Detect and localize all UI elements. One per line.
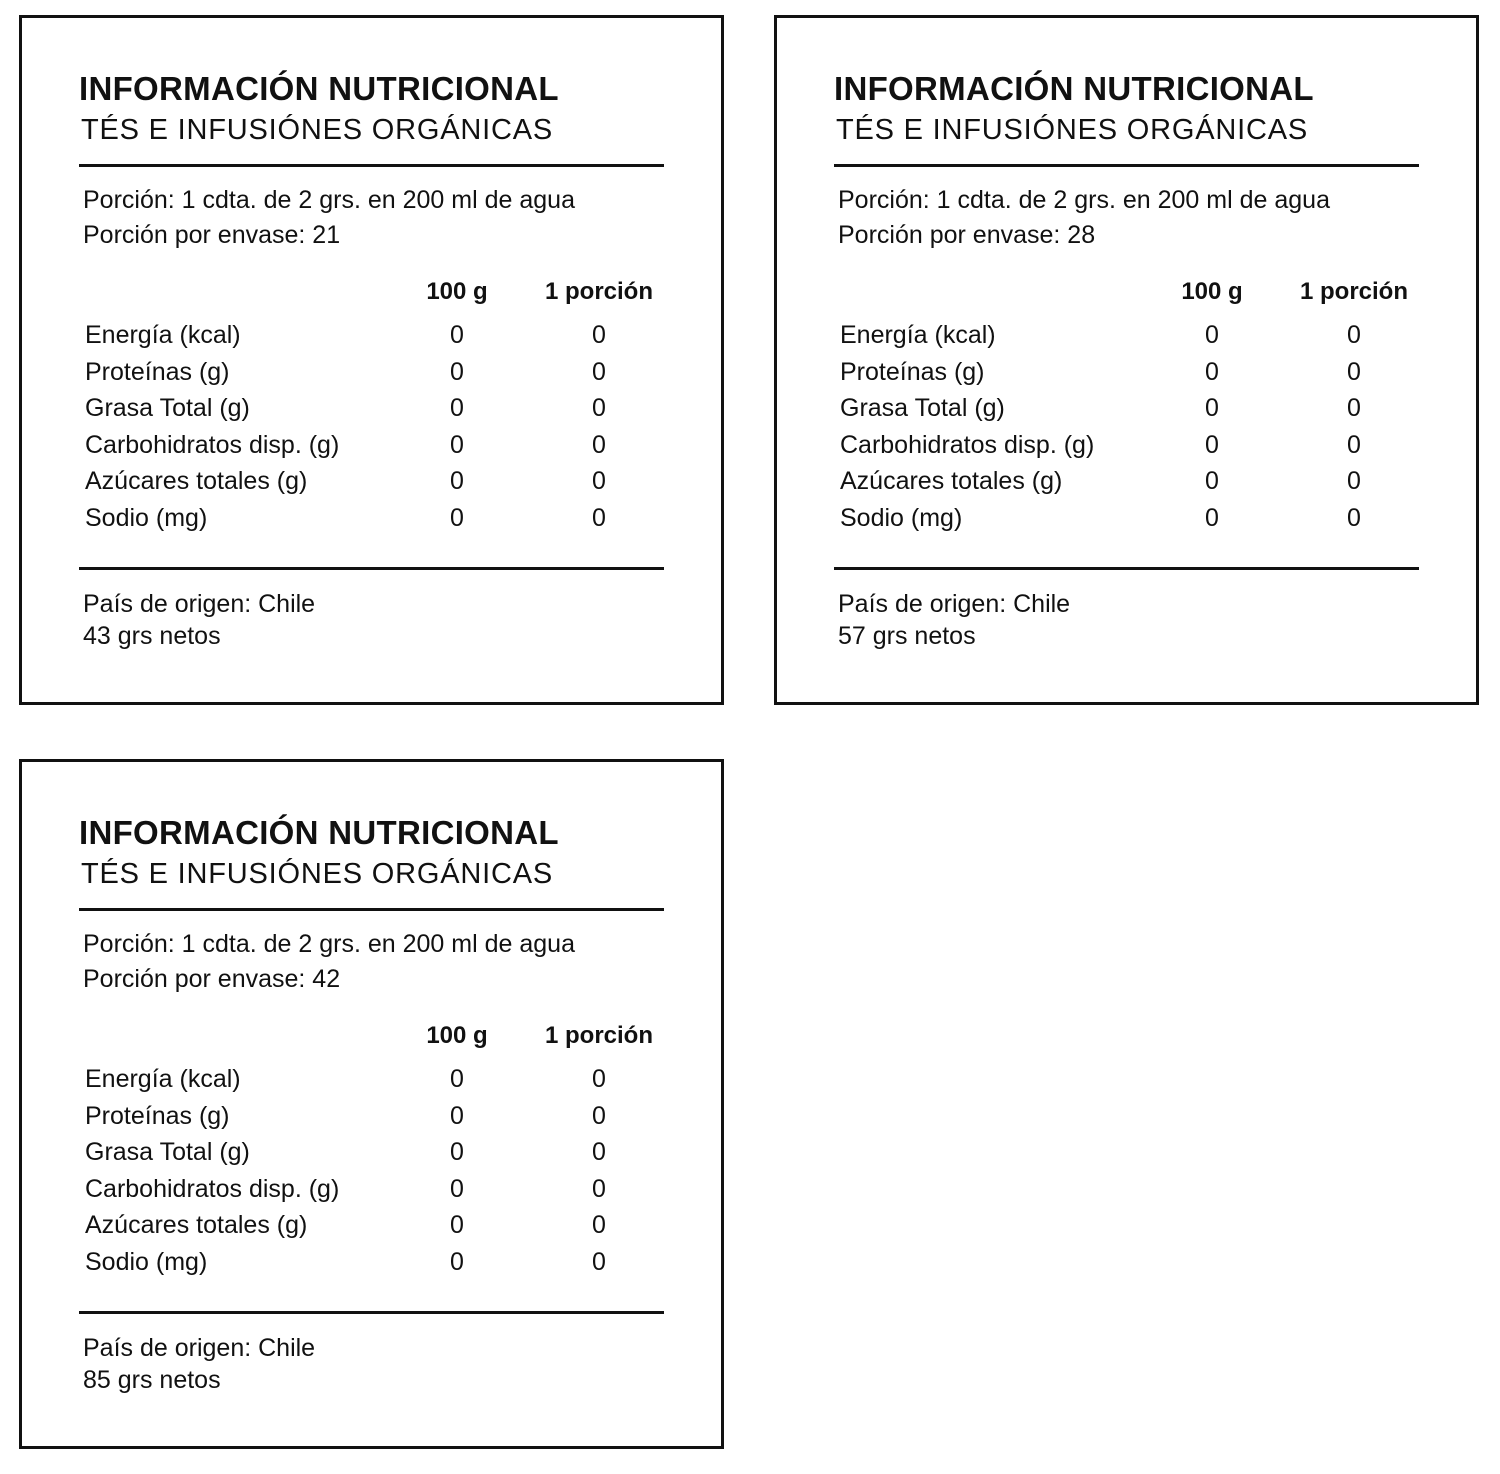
net-weight: 85 grs netos (83, 1366, 221, 1394)
table-row (22, 1248, 722, 1284)
value-per-portion: 0 (592, 504, 606, 532)
serving-size: Porción: 1 cdta. de 2 grs. en 200 ml de agua (838, 186, 1330, 214)
table-row (22, 431, 722, 467)
value-per-portion: 0 (592, 1102, 606, 1130)
value-per-100g: 0 (450, 358, 464, 386)
servings-per-container: Porción por envase: 21 (83, 221, 341, 249)
nutrient-label: Carbohidratos disp. (g) (840, 431, 1095, 459)
nutrient-label: Energía (kcal) (85, 1065, 241, 1093)
divider-top (79, 908, 664, 911)
nutrient-label: Proteínas (g) (840, 358, 985, 386)
serving-size: Porción: 1 cdta. de 2 grs. en 200 ml de agua (83, 186, 575, 214)
table-row (22, 394, 722, 430)
servings-per-container: Porción por envase: 28 (838, 221, 1096, 249)
servings-per-container: Porción por envase: 42 (83, 965, 341, 993)
nutrition-label-panel (774, 15, 1479, 705)
label-subtitle: TÉS E INFUSIÓNES ORGÁNICAS (81, 858, 553, 890)
nutrient-label: Sodio (mg) (85, 1248, 208, 1276)
value-per-portion: 0 (1347, 358, 1361, 386)
divider-bottom (79, 567, 664, 570)
value-per-portion: 0 (592, 1138, 606, 1166)
value-per-100g: 0 (450, 1211, 464, 1239)
divider-top (834, 164, 1419, 167)
value-per-100g: 0 (1205, 467, 1219, 495)
nutrient-label: Azúcares totales (g) (85, 1211, 308, 1239)
table-row (777, 467, 1477, 503)
value-per-100g: 0 (450, 321, 464, 349)
serving-size: Porción: 1 cdta. de 2 grs. en 200 ml de agua (83, 930, 575, 958)
value-per-100g: 0 (450, 467, 464, 495)
value-per-portion: 0 (1347, 394, 1361, 422)
label-title: INFORMACIÓN NUTRICIONAL (834, 70, 1314, 107)
table-row (22, 1138, 722, 1174)
table-row (777, 321, 1477, 357)
nutrient-label: Proteínas (g) (85, 1102, 230, 1130)
nutrient-label: Grasa Total (g) (840, 394, 1005, 422)
value-per-100g: 0 (1205, 358, 1219, 386)
divider-bottom (79, 1311, 664, 1314)
divider-top (79, 164, 664, 167)
value-per-100g: 0 (450, 1102, 464, 1130)
column-header-100g: 100 g (1181, 278, 1243, 305)
value-per-portion: 0 (1347, 431, 1361, 459)
nutrient-label: Grasa Total (g) (85, 1138, 250, 1166)
value-per-100g: 0 (450, 1248, 464, 1276)
value-per-100g: 0 (450, 1138, 464, 1166)
value-per-portion: 0 (592, 1175, 606, 1203)
country-of-origin: País de origen: Chile (83, 590, 316, 618)
value-per-100g: 0 (450, 504, 464, 532)
value-per-portion: 0 (1347, 321, 1361, 349)
value-per-portion: 0 (592, 1065, 606, 1093)
value-per-100g: 0 (450, 394, 464, 422)
nutrient-label: Carbohidratos disp. (g) (85, 1175, 340, 1203)
label-title: INFORMACIÓN NUTRICIONAL (79, 814, 559, 851)
table-row (22, 504, 722, 540)
value-per-100g: 0 (1205, 431, 1219, 459)
value-per-portion: 0 (592, 358, 606, 386)
nutrient-label: Sodio (mg) (85, 504, 208, 532)
value-per-portion: 0 (592, 467, 606, 495)
net-weight: 57 grs netos (838, 622, 976, 650)
label-title: INFORMACIÓN NUTRICIONAL (79, 70, 559, 107)
value-per-100g: 0 (450, 431, 464, 459)
nutrient-label: Energía (kcal) (85, 321, 241, 349)
value-per-portion: 0 (592, 431, 606, 459)
country-of-origin: País de origen: Chile (83, 1334, 316, 1362)
label-subtitle: TÉS E INFUSIÓNES ORGÁNICAS (836, 114, 1308, 146)
column-header-portion: 1 porción (544, 278, 653, 305)
value-per-100g: 0 (1205, 394, 1219, 422)
value-per-100g: 0 (1205, 321, 1219, 349)
value-per-100g: 0 (1205, 504, 1219, 532)
value-per-portion: 0 (592, 394, 606, 422)
value-per-portion: 0 (1347, 504, 1361, 532)
value-per-portion: 0 (592, 1248, 606, 1276)
table-row (22, 1211, 722, 1247)
table-row (22, 1065, 722, 1101)
nutrient-label: Azúcares totales (g) (85, 467, 308, 495)
table-row (777, 394, 1477, 430)
nutrition-label-panel (19, 759, 724, 1449)
nutrient-label: Sodio (mg) (840, 504, 963, 532)
nutrition-label-panel (19, 15, 724, 705)
table-row (777, 431, 1477, 467)
value-per-portion: 0 (592, 1211, 606, 1239)
net-weight: 43 grs netos (83, 622, 221, 650)
nutrient-label: Grasa Total (g) (85, 394, 250, 422)
value-per-portion: 0 (592, 321, 606, 349)
value-per-100g: 0 (450, 1175, 464, 1203)
column-header-portion: 1 porción (1299, 278, 1408, 305)
table-row (22, 1102, 722, 1138)
country-of-origin: País de origen: Chile (838, 590, 1071, 618)
table-row (22, 321, 722, 357)
column-header-100g: 100 g (426, 278, 488, 305)
nutrient-label: Carbohidratos disp. (g) (85, 431, 340, 459)
table-row (22, 358, 722, 394)
column-header-100g: 100 g (426, 1022, 488, 1049)
table-row (777, 358, 1477, 394)
table-row (22, 467, 722, 503)
divider-bottom (834, 567, 1419, 570)
table-row (777, 504, 1477, 540)
table-row (22, 1175, 722, 1211)
nutrient-label: Azúcares totales (g) (840, 467, 1063, 495)
column-header-portion: 1 porción (544, 1022, 653, 1049)
nutrient-label: Proteínas (g) (85, 358, 230, 386)
value-per-portion: 0 (1347, 467, 1361, 495)
label-subtitle: TÉS E INFUSIÓNES ORGÁNICAS (81, 114, 553, 146)
nutrient-label: Energía (kcal) (840, 321, 996, 349)
value-per-100g: 0 (450, 1065, 464, 1093)
